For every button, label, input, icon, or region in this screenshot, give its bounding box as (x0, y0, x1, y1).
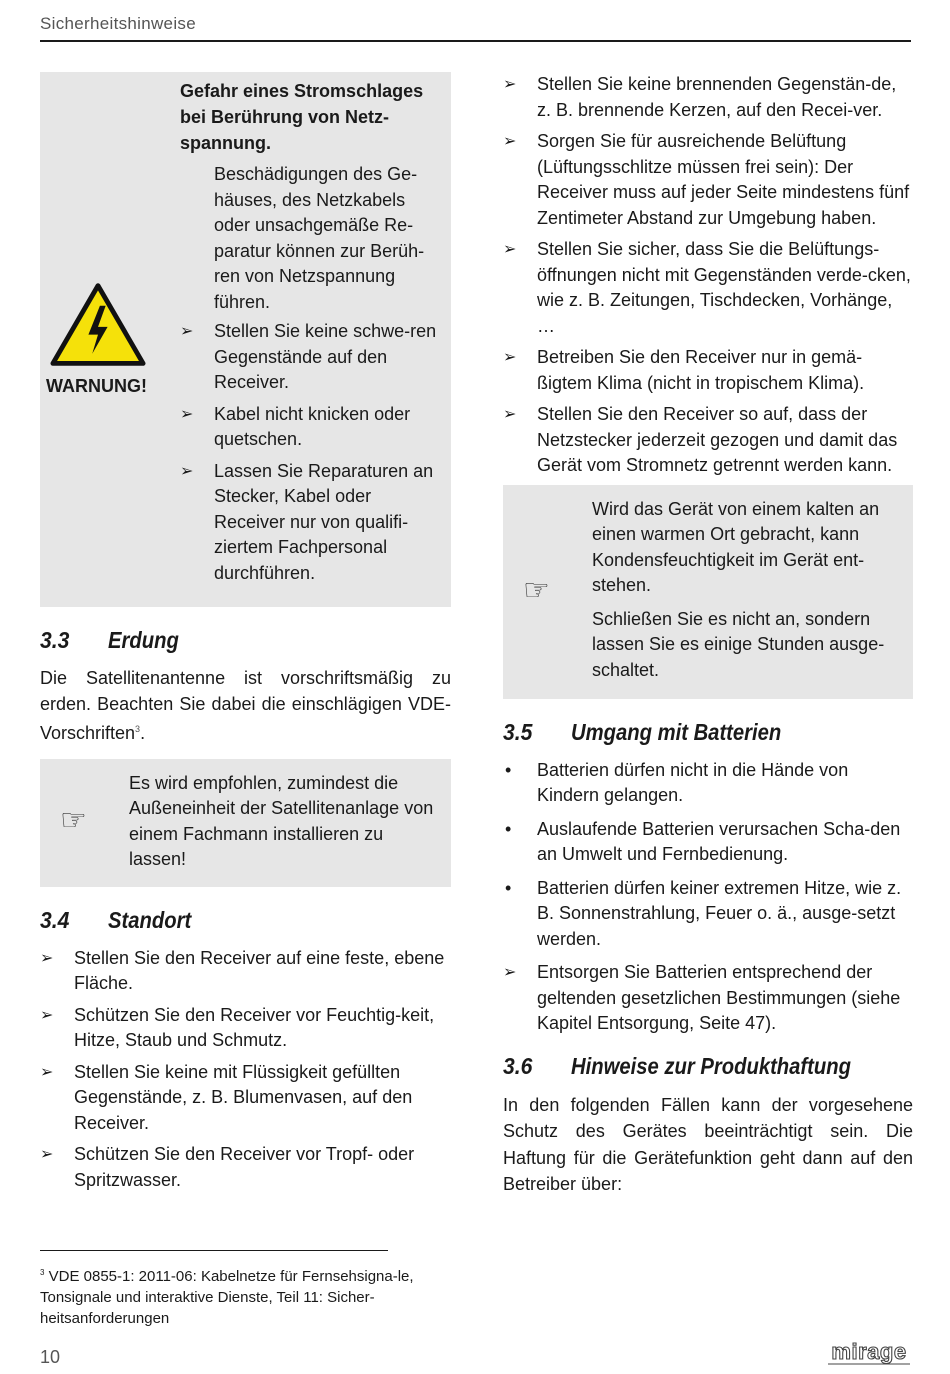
bullet-dot-icon: • (505, 818, 512, 839)
arrow-bullet-icon: ➢ (180, 323, 194, 340)
note-box-condensation (503, 485, 913, 699)
footnote-reference[interactable]: 3 (135, 724, 141, 734)
arrow-bullet-icon: ➢ (503, 406, 517, 423)
note-paragraph: Wird das Gerät von einem kalten an einen warmen Ort gebracht, kann Kondensfeuchtigkeit im Gerät ent-stehen. (592, 498, 880, 595)
list-item: ➢ Sorgen Sie für ausreichende Belüftung (Lüftungsschlitze müssen frei sein): Der Receiver muss auf jeder Seite mindestens fünf Zentimeter Abstand zur Umgebung haben. (503, 131, 910, 228)
right-column (503, 72, 913, 1198)
warning-list (180, 319, 446, 586)
high-voltage-warning-icon (50, 282, 146, 368)
section-number: 3.5 (503, 718, 533, 745)
list-item: • Batterien dürfen keiner extremen Hitze, wie z. B. Sonnenstrahlung, Feuer o. ä., ausge-setzt werden. (505, 877, 902, 949)
warning-side (40, 72, 175, 607)
warning-heading: Gefahr eines Stromschlages bei Berührung von Netz-spannung. (180, 81, 424, 153)
arrow-bullet-icon: ➢ (503, 241, 517, 258)
arrow-bullet-icon: ➢ (180, 462, 194, 480)
footnote-divider (40, 1250, 388, 1251)
section-title: Standort (108, 906, 192, 933)
left-column (40, 72, 451, 1199)
list-item: ➢ Stellen Sie sicher, dass Sie die Belüftungs-öffnungen nicht mit Gegenständen verde-cken, wie z. B. Zeitungen, Tischdecken, Vorhänge, … (503, 239, 911, 336)
section-heading-batterien (503, 719, 913, 746)
standort-list-continued (503, 72, 913, 479)
warning-label: WARNUNG! (46, 376, 147, 396)
section-number: 3.6 (503, 1052, 533, 1079)
section-title: Umgang mit Batterien (571, 718, 782, 745)
list-item: ➢ Kabel nicht knicken oder quetschen. (180, 403, 411, 449)
batterien-arrow-list (503, 960, 913, 1037)
list-item: ➢ Stellen Sie den Receiver auf eine feste, ebene Fläche. (40, 947, 445, 993)
list-item: ➢ Betreiben Sie den Receiver nur in gemä-ßigtem Klima (nicht in tropischem Klima). (503, 347, 865, 393)
svg-text:mirage: mirage (831, 1342, 907, 1364)
section-number: 3.4 (40, 906, 70, 933)
list-item: ➢ Schützen Sie den Receiver vor Tropf- oder Spritzwasser. (40, 1144, 415, 1190)
standort-list (40, 946, 451, 1194)
section-title: Erdung (108, 627, 179, 653)
section-number: 3.3 (40, 627, 70, 653)
arrow-bullet-icon: ➢ (503, 349, 517, 366)
page-number: 10 (40, 1347, 61, 1367)
erdung-text: Die Satellitenantenne ist vorschriftsmäßig zu erden. Beachten Sie dabei die einschlägigen VDE-Vorschriften$^3$. (40, 668, 451, 743)
arrow-bullet-icon: ➢ (40, 1063, 54, 1081)
list-item: ➢ Stellen Sie keine mit Flüssigkeit gefüllten Gegenstände, z. B. Blumenvasen, auf den Receiver. (40, 1061, 413, 1133)
section-title: Hinweise zur Produkthaftung (571, 1052, 852, 1079)
page-header (40, 14, 911, 42)
section-heading-erdung (40, 627, 451, 654)
list-item: ➢ Schützen Sie den Receiver vor Feuchtig-keit, Hitze, Staub und Schmutz. (40, 1004, 435, 1050)
arrow-bullet-icon: ➢ (40, 1006, 54, 1024)
list-item: • Auslaufende Batterien verursachen Scha-den an Umwelt und Fernbedienung. (505, 818, 901, 864)
batterien-list (503, 758, 913, 953)
list-item: ➢ Entsorgen Sie Batterien entsprechend der geltenden gesetzlichen Bestimmungen (siehe Kapitel Entsorgung, Seite 47). (503, 962, 901, 1033)
haftung-text: In den folgenden Fällen kann der vorgesehene Schutz des Gerätes beeinträchtigt sein. Die Haftung für die Gerätefunktion geht dann auf den Betreiber über: (503, 1094, 913, 1194)
bullet-dot-icon: • (505, 877, 512, 898)
pointing-hand-icon: ☞ (523, 573, 550, 607)
arrow-bullet-icon: ➢ (503, 133, 517, 150)
footnote-text: VDE 0855-1: 2011-06: Kabelnetze für Fernsehsigna-le, Tonsignale und interaktive Dienste, Teil 11: Sicher-heitsanforderungen (40, 1268, 414, 1327)
arrow-bullet-icon: ➢ (503, 76, 517, 93)
warning-intro: Beschädigungen des Ge-häuses, des Netzkabels oder unsachgemäße Re-paratur können zur Berüh-ren von Netzspannung führen. (214, 164, 425, 312)
mirage-logo (826, 1342, 912, 1366)
footnote-marker: 3 (40, 1268, 45, 1277)
warning-box (40, 72, 451, 607)
section-heading-standort (40, 907, 451, 934)
note-paragraph: Schließen Sie es nicht an, sondern lassen Sie es einige Stunden ausge-schaltet. (592, 608, 885, 680)
list-item: • Batterien dürfen nicht in die Hände von Kindern gelangen. (505, 759, 849, 805)
note-text: Es wird empfohlen, zumindest die Außeneinheit der Satellitenanlage von einem Fachmann installieren zu lassen! (129, 772, 434, 869)
bullet-dot-icon: • (505, 759, 512, 780)
arrow-bullet-icon: ➢ (40, 1146, 54, 1163)
footnote (40, 1262, 450, 1329)
list-item: ➢ Stellen Sie keine schwe-ren Gegenstände auf den Receiver. (180, 321, 437, 392)
note-box-installation (40, 759, 451, 887)
pointing-hand-icon: ☞ (60, 803, 87, 837)
list-item: ➢ Lassen Sie Reparaturen an Stecker, Kabel oder Receiver nur von qualifi-ziertem Fachpersonal durchführen. (180, 460, 434, 583)
arrow-bullet-icon: ➢ (40, 949, 54, 967)
header-title: Sicherheitshinweise (40, 14, 196, 33)
arrow-bullet-icon: ➢ (180, 405, 194, 423)
warning-content (180, 78, 446, 592)
list-item: ➢ Stellen Sie keine brennenden Gegenstän-de, z. B. brennende Kerzen, auf den Recei-ver. (503, 74, 897, 120)
arrow-bullet-icon: ➢ (503, 964, 517, 981)
list-item: ➢ Stellen Sie den Receiver so auf, dass der Netzstecker jederzeit gezogen und damit das Gerät vom Stromnetz getrennt werden kann. (503, 404, 898, 475)
section-heading-haftung (503, 1053, 913, 1080)
